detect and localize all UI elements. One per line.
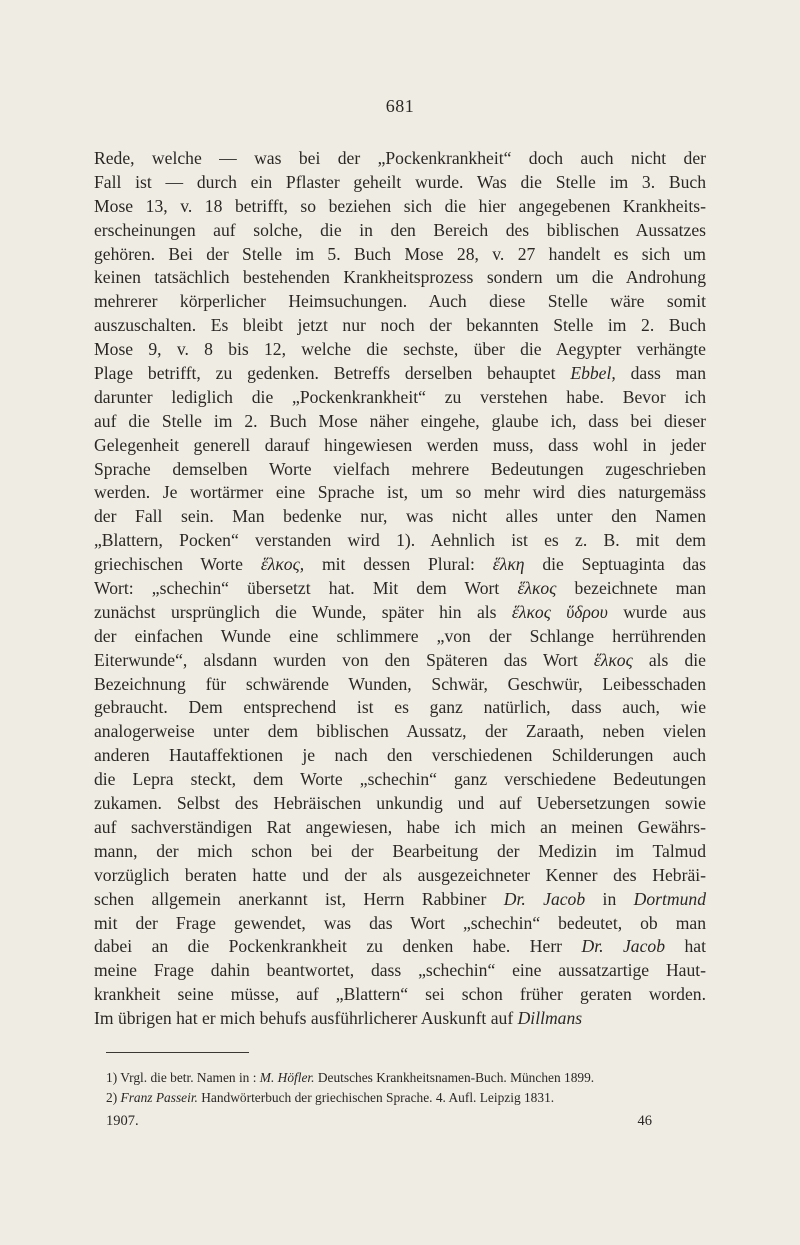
text-line: [94, 959, 706, 983]
text-run: bezeichnete man: [556, 578, 707, 599]
text-line: [94, 195, 706, 219]
text-line: [94, 243, 706, 267]
text-run: dabei an die Pockenkrankheit zu denken habe. Herr: [94, 936, 582, 957]
text-line: [94, 768, 706, 792]
text-line: [94, 529, 706, 553]
text-run: Gelegenheit generell darauf hingewiesen werden muss, dass wohl in jeder: [94, 434, 706, 455]
text-run: mit dessen Plural:: [304, 554, 493, 575]
text-line: [94, 314, 706, 338]
text-run: der einfachen Wunde eine schlimmere „von der Schlange herrührenden: [94, 625, 706, 646]
text-line: [94, 266, 706, 290]
italic-text: Franz Passeir.: [120, 1090, 198, 1105]
text-run: mit der Frage gewendet, was das Wort „schechin“ bedeutet, ob man: [94, 912, 706, 933]
text-line: [94, 673, 706, 697]
text-line: [94, 219, 706, 243]
text-run: zukamen. Selbst des Hebräischen unkundig und auf Uebersetzungen sowie: [94, 793, 706, 814]
text-run: die Septuaginta das: [524, 554, 707, 575]
text-run: Rede, welche — was bei der „Pockenkrankheit“ doch auch nicht der: [94, 148, 706, 168]
text-run: vorzüglich beraten hatte und der als ausgezeichneter Kenner des Hebräi-: [94, 864, 706, 885]
text-line: [94, 410, 706, 434]
text-line: [94, 577, 706, 601]
text-run: zunächst ursprünglich die Wunde, später hin als: [94, 601, 512, 622]
footnote-divider: [106, 1052, 249, 1053]
text-line: [94, 935, 706, 959]
text-run: mehrerer körperlicher Heimsuchungen. Auch diese Stelle wäre somit: [94, 291, 706, 312]
text-line: [94, 888, 706, 912]
print-year: 1907.: [106, 1113, 139, 1129]
text-run: darunter lediglich die „Pockenkrankheit“ zu verstehen habe. Bevor ich: [94, 386, 706, 407]
text-run: krankheit seine müsse, auf „Blattern“ sei schon früher geraten worden.: [94, 984, 706, 1005]
text-line: [94, 649, 706, 673]
italic-text: Dr. Jacob: [581, 936, 666, 957]
text-run: Fall ist — durch ein Pflaster geheilt wurde. Was die Stelle im 3. Buch: [94, 171, 706, 192]
text-line: [94, 434, 706, 458]
italic-text: Ebbel,: [570, 363, 616, 384]
text-line: [94, 338, 706, 362]
text-run: hat: [665, 936, 706, 957]
text-run: 2): [106, 1090, 121, 1105]
text-line: [94, 458, 706, 482]
footnote: [106, 1068, 706, 1088]
text-run: der Fall sein. Man bedenke nur, was nicht alles unter den Namen: [94, 506, 706, 527]
text-run: die Lepra steckt, dem Worte „schechin“ ganz verschiedene Bedeutungen: [94, 769, 706, 790]
text-line: [94, 840, 706, 864]
text-run: keinen tatsächlich bestehenden Krankheitsprozess sondern um die Androhung: [94, 267, 706, 288]
italic-text: ἕλκος,: [260, 554, 305, 575]
italic-text: M. Höfler.: [259, 1070, 315, 1085]
text-run: 1) Vrgl. die betr. Namen in :: [106, 1070, 260, 1085]
text-run: anderen Hautaffektionen je nach den verschiedenen Schilderungen auch: [94, 745, 706, 766]
text-line: [94, 696, 706, 720]
text-run: Wort: „schechin“ übersetzt hat. Mit dem Wort: [94, 578, 518, 599]
footnote: [106, 1088, 706, 1108]
sheet-number: 46: [637, 1113, 652, 1129]
page-number: 681: [385, 96, 415, 116]
text-run: Im übrigen hat er mich behufs ausführlicherer Auskunft auf: [94, 1008, 518, 1029]
signature-line: [106, 1110, 652, 1132]
text-run: Eiterwunde“, alsdann wurden von den Späteren das Wort: [94, 649, 594, 670]
text-run: als die: [632, 649, 706, 670]
text-run: erscheinungen auf solche, die in den Bereich des biblischen Aussatzes: [94, 219, 706, 240]
text-run: in: [585, 888, 634, 909]
text-run: auszuschalten. Es bleibt jetzt nur noch der bekannten Stelle im 2. Buch: [94, 315, 706, 336]
text-line: [94, 983, 706, 1007]
text-run: meine Frage dahin beantwortet, dass „schechin“ eine aussatzartige Haut-: [94, 960, 706, 981]
text-line: [94, 505, 706, 529]
text-run: Deutsches Krankheitsnamen-Buch. München 1899.: [314, 1070, 595, 1085]
text-line: [94, 601, 706, 625]
text-line: [94, 912, 706, 936]
text-run: gehören. Bei der Stelle im 5. Buch Mose 28, v. 27 handelt es sich um: [94, 243, 706, 264]
text-line: [94, 625, 706, 649]
text-line: [94, 792, 706, 816]
text-run: Sprache demselben Worte vielfach mehrere Bedeutungen zugeschrieben: [94, 458, 706, 479]
text-run: „Blattern, Pocken“ verstanden wird 1). Aehnlich ist es z. B. mit dem: [94, 530, 706, 551]
text-run: gebraucht. Dem entsprechend ist es ganz natürlich, dass auch, wie: [94, 697, 706, 718]
italic-text: ἕλκος: [517, 578, 557, 599]
text-line: [94, 553, 706, 577]
italic-text: Dr. Jacob: [503, 888, 586, 909]
text-run: auf die Stelle im 2. Buch Mose näher eingehe, glaube ich, dass bei dieser: [94, 410, 706, 431]
text-line: [94, 816, 706, 840]
text-run: wurde aus: [607, 601, 707, 622]
body-text: [94, 147, 706, 1031]
text-line: [94, 147, 706, 171]
text-line: [94, 1007, 706, 1031]
text-line: [94, 720, 706, 744]
text-line: [94, 290, 706, 314]
text-line: [94, 744, 706, 768]
text-line: [94, 362, 706, 386]
text-run: griechischen Worte: [94, 554, 261, 575]
text-run: Bezeichnung für schwärende Wunden, Schwär, Geschwür, Leibesschaden: [94, 673, 706, 694]
text-run: werden. Je wortärmer eine Sprache ist, um so mehr wird dies naturgemäss: [94, 482, 706, 503]
text-line: [94, 386, 706, 410]
italic-text: Dortmund: [633, 888, 706, 909]
text-run: Plage betrifft, zu gedenken. Betreffs derselben behauptet: [94, 363, 571, 384]
text-line: [94, 864, 706, 888]
text-run: schen allgemein anerkannt ist, Herrn Rabbiner: [94, 888, 504, 909]
italic-text: Dillmans: [517, 1008, 583, 1029]
italic-text: ἕλκος ὕδρου: [511, 601, 608, 622]
text-run: mann, der mich schon bei der Bearbeitung der Medizin im Talmud: [94, 840, 706, 861]
text-line: [94, 171, 706, 195]
text-run: auf sachverständigen Rat angewiesen, habe ich mich an meinen Gewährs-: [94, 816, 706, 837]
text-run: analogerweise unter dem biblischen Aussatz, der Zaraath, neben vielen: [94, 721, 706, 742]
text-run: Handwörterbuch der griechischen Sprache. 4. Aufl. Leipzig 1831.: [197, 1090, 555, 1105]
italic-text: ἕλκος: [593, 649, 633, 670]
italic-text: ἕλκη: [492, 554, 525, 575]
text-run: dass man: [615, 363, 706, 384]
footnotes: [106, 1068, 706, 1108]
text-run: Mose 9, v. 8 bis 12, welche die sechste, über die Aegypter verhängte: [94, 339, 706, 360]
text-line: [94, 481, 706, 505]
text-run: Mose 13, v. 18 betrifft, so beziehen sich die hier angegebenen Krankheits-: [94, 195, 706, 216]
